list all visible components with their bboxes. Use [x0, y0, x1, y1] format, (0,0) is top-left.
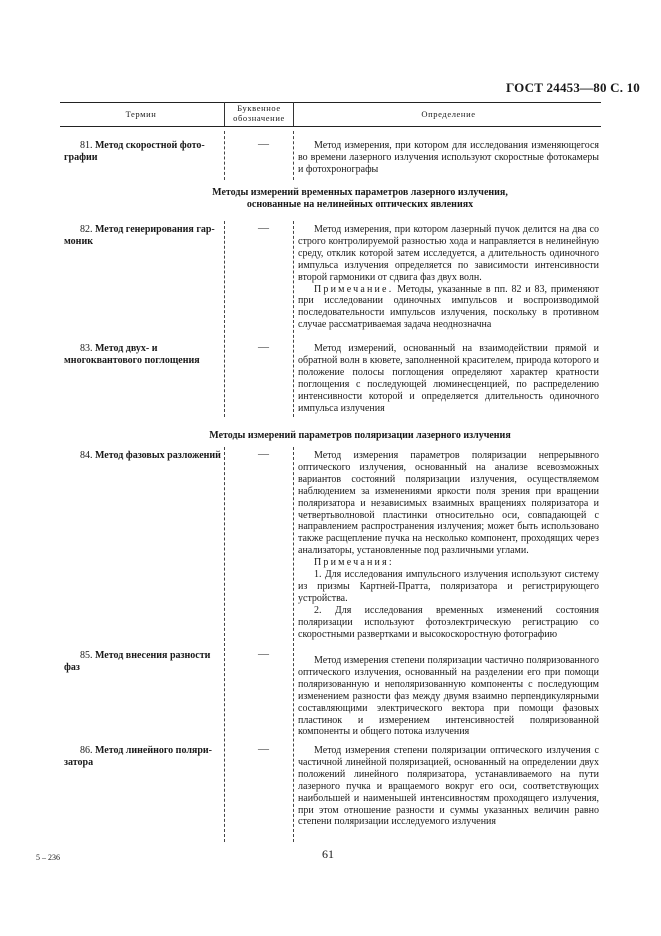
column-guide	[224, 131, 225, 180]
document-header: ГОСТ 24453—80 С. 10	[506, 80, 640, 95]
term-82: 82. Метод генерирования гар-моник	[64, 224, 215, 247]
column-header-term: Термин	[125, 109, 157, 119]
term-84: 84. Метод фазовых разложений	[80, 450, 221, 461]
letter-81: —	[258, 138, 269, 150]
page-number: 61	[322, 847, 334, 861]
column-guide	[293, 221, 294, 417]
column-guide	[224, 447, 225, 842]
letter-82: —	[258, 222, 269, 234]
definition-86: Метод измерения степени поляризации оптического излучения с частичной линейной поляризацией, основанный на определении двух положений линейного поляризатора, устанавливаемого на пути лазерного пучка и вращаемого вокруг его оси, соответствующих наибольшей и наименьшей интенсивностям проходящего излучения, при этом отношение разности и суммы указанных величин равно степени поляризации исследуемого излучения	[298, 745, 599, 828]
term-81: 81. Метод скоростной фото-графии	[64, 140, 205, 163]
header-divider-2	[293, 102, 294, 126]
column-header-letter	[226, 103, 292, 123]
table-header-rule	[60, 126, 601, 127]
definition-84: Метод измерения параметров поляризации непрерывного оптического излучения, основанный на анализе всевозможных вариантов состояний поляризации излучения, осуществляемом наблюдением за изменениями яркости поля зрения при вращении поляризатора и независимых взаимных вращениях поляризатора и четвертьволновой пластинки относительно оси, совпадающей с направлением распространения излучения; может быть использовано также расщепление пучка на несколько компонент, проходящих через анализаторы, установленные под различными углами. Примечания: 1. Для исследования импульсного излучения используют систему из призмы Картней-Пратта, поляризатора и регистрирующего устройства. 2. Для исследования временных изменений состояния поляризации используют фотоэлектрическую регистрацию со скоростными развертками и высокоскоростную фотографию	[298, 450, 599, 640]
column-header-letter-line1: Буквенное	[237, 103, 281, 113]
table-top-rule	[60, 102, 601, 103]
section-heading-polarization: Методы измерений параметров поляризации лазерного излучения	[209, 430, 511, 441]
note-label: Примечание.	[314, 283, 394, 295]
letter-84: —	[258, 448, 269, 460]
column-header-letter-line2: обозначение	[233, 113, 285, 123]
definition-81: Метод измерения, при котором для исследования изменяющегося во времени лазерного излучения используют скоростные фотокамеры и фотохронографы	[298, 140, 599, 175]
column-header-definition: Определение	[421, 109, 476, 119]
column-guide	[224, 221, 225, 417]
print-code: 5 – 236	[36, 853, 60, 862]
column-guide	[293, 131, 294, 180]
definition-82: Метод измерения, при котором лазерный пучок делится на два со строго контролируемой разностью хода и направляется в нелинейную среду, отклик которой затем исследуется, а длительность одиночного импульса излучения определяется по зависимости интенсивности второй гармоники от сдвига фаз двух волн. Примечание. Методы, указанные в пп. 82 и 83, применяют при исследовании одиночных импульсов и воспроизводимой последовательности импульсов излучения, поскольку в противном случае рассматриваемая задача неоднозначна	[298, 224, 599, 331]
term-86: 86. Метод линейного поляри-затора	[64, 745, 212, 768]
letter-86: —	[258, 743, 269, 755]
column-guide	[293, 447, 294, 842]
header-divider-1	[224, 102, 225, 126]
letter-83: —	[258, 341, 269, 353]
term-85: 85. Метод внесения разности фаз	[64, 650, 211, 673]
term-83: 83. Метод двух- и многоквантового поглощения	[64, 343, 200, 366]
section-heading-nonlinear: Методы измерений временных параметров лазерного излучения, основанные на нелинейных оптических явлениях	[212, 187, 508, 210]
definition-85: Метод измерения степени поляризации частично поляризованного оптического излучения, основанный на разделении его при помощи поляризованную и неполяризованную компоненты с последующим изменением разности фаз между двумя взаимно перпендикулярными составляющими электрического вектора при помощи фазовых пластинок и измерением интенсивностей поляризованной компоненты и общего потока излучения	[298, 655, 599, 738]
letter-85: —	[258, 648, 269, 660]
definition-83: Метод измерений, основанный на взаимодействии прямой и обратной волн в кювете, заполненной красителем, природа которого и положение полосы поглощения определяют характер кратности поглощения с последующей люминесценцией, по распределению интенсивности которой и определяется длительность одиночного импульса излучения	[298, 343, 599, 414]
notes-label: Примечания:	[314, 557, 394, 569]
